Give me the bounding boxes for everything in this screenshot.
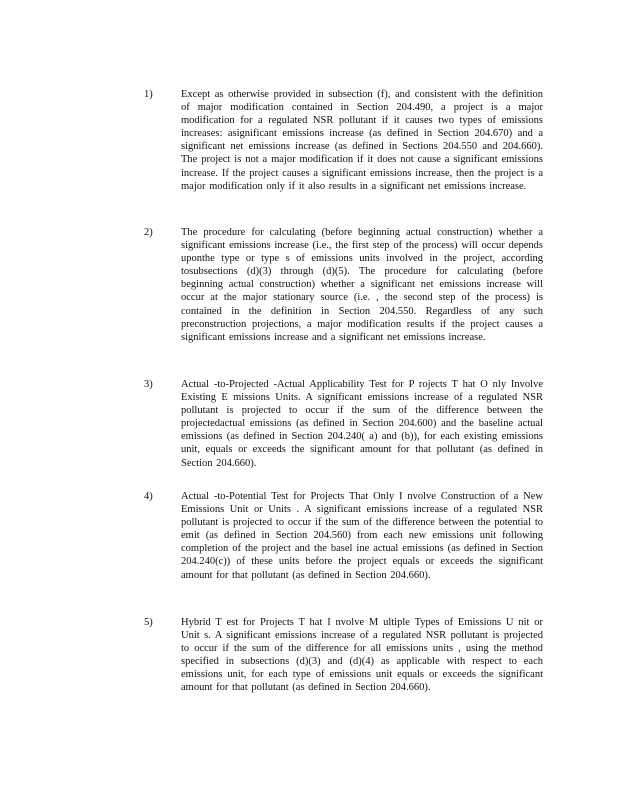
item-text: Actual -to-Projected -Actual Applicability Test for P rojects T hat O nly Involve Existing E missions Units. A significant emissions increase of a regulated NSR pollutant is projected to occur if the sum of the difference between the projectedactual emissions (as defined in Section 204.600) and the baseline actual emissions (as defined in Section 204.240( a) and (b)), for each existing emissions unit, equals or exceeds the significant amount for that pollutant (as defined in Section 204.660).	[181, 379, 543, 469]
item-text: Actual -to-Potential Test for Projects That Only I nvolve Construction of a New Emissions Unit or Units . A significant emissions increase of a regulated NSR pollutant is projected to occur if the sum of the difference between the potential to emit (as defined in Section 204.560) from each new emissions unit following completion of the project and the basel ine actual emissions (as defined in Section 204.240(c)) of these units before the project equals or exceeds the significant amount for that pollutant (as defined in Section 204.660).	[181, 491, 543, 581]
item-text: The procedure for calculating (before beginning actual construction) whether a significant emissions increase (i.e., the first step of the process) will occur depends uponthe type or type s of emissions units involved in the project, according tosubsections (d)(3) through (d)(5). The procedure for calculating (before beginning actual construction) whether a significant net emissions increase will occur at the major stationary source (i.e. , the second step of the process) is contained in the definition in Section 204.550. Regardless of any such preconstruction projections, a major modification results if the project causes a significant emissions increase and a significant net emissions increase.	[181, 227, 543, 343]
item-number: 1)	[144, 89, 153, 100]
item-number: 3)	[144, 379, 153, 390]
item-text: Hybrid T est for Projects T hat I nvolve M ultiple Types of Emissions U nit or Unit s. A significant emissions increase of a regulated NSR pollutant is projected to occur if the sum of the difference for all emissions units , using the method specified in subsections (d)(3) and (d)(4) as applicable with respect to each emissions unit, for each type of emissions unit equals or exceeds the significant amount for that pollutant (as defined in Section 204.660).	[181, 617, 543, 694]
item-number: 5)	[144, 617, 153, 628]
item-number: 2)	[144, 227, 153, 238]
item-text: Except as otherwise provided in subsection (f), and consistent with the definition of major modification contained in Section 204.490, a project is a major modification for a regulated NSR pollutant if it causes two types of emissions increases: asignificant emissions increase (as defined in Section 204.670) and a significant net emissions increase (as defined in Sections 204.550 and 204.660). The project is not a major modification if it does not cause a significant emissions increase. If the project causes a significant emissions increase, then the project is a major modification only if it also results in a significant net emissions increase.	[181, 89, 543, 192]
item-number: 4)	[144, 491, 153, 502]
